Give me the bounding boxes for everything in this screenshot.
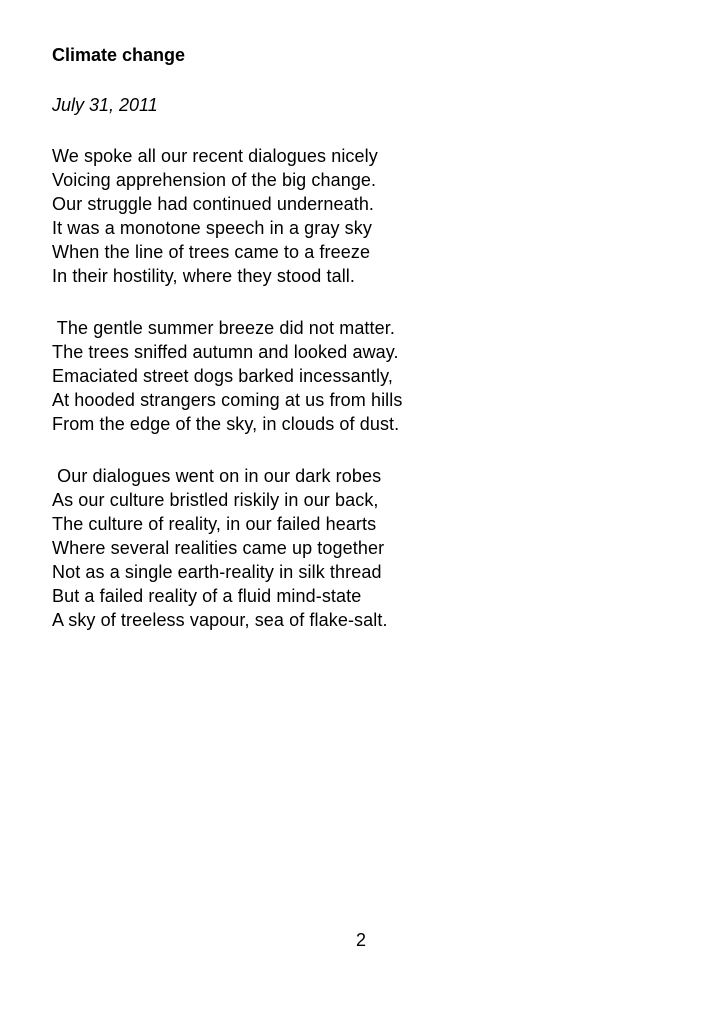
poem-line: When the line of trees came to a freeze (52, 242, 371, 262)
poem-line: Not as a single earth-reality in silk thread (52, 562, 382, 582)
poem-line: At hooded strangers coming at us from hills (52, 390, 403, 410)
document-page (52, 44, 692, 632)
poem-line: Voicing apprehension of the big change. (52, 170, 377, 190)
poem-date: July 31, 2011 (52, 95, 158, 115)
poem-line: Our dialogues went on in our dark robes (52, 466, 382, 486)
poem-line: In their hostility, where they stood tall. (52, 266, 356, 286)
poem-line: We spoke all our recent dialogues nicely (52, 146, 378, 166)
poem-line: As our culture bristled riskily in our back, (52, 490, 379, 510)
poem-line: The gentle summer breeze did not matter. (52, 318, 395, 338)
poem-line: Our struggle had continued underneath. (52, 194, 375, 214)
stanza-2 (52, 316, 692, 436)
poem-line: But a failed reality of a fluid mind-state (52, 586, 362, 606)
poem-line: A sky of treeless vapour, sea of flake-salt. (52, 610, 388, 630)
poem-line: It was a monotone speech in a gray sky (52, 218, 372, 238)
page-number: 2 (356, 930, 367, 950)
poem-line: The culture of reality, in our failed hearts (52, 514, 377, 534)
poem-line: Where several realities came up together (52, 538, 385, 558)
poem-line: The trees sniffed autumn and looked away. (52, 342, 399, 362)
poem-title: Climate change (52, 45, 186, 65)
stanza-1 (52, 144, 692, 288)
poem-line: Emaciated street dogs barked incessantly, (52, 366, 393, 386)
poem-line: From the edge of the sky, in clouds of dust. (52, 414, 400, 434)
stanza-3 (52, 464, 692, 632)
